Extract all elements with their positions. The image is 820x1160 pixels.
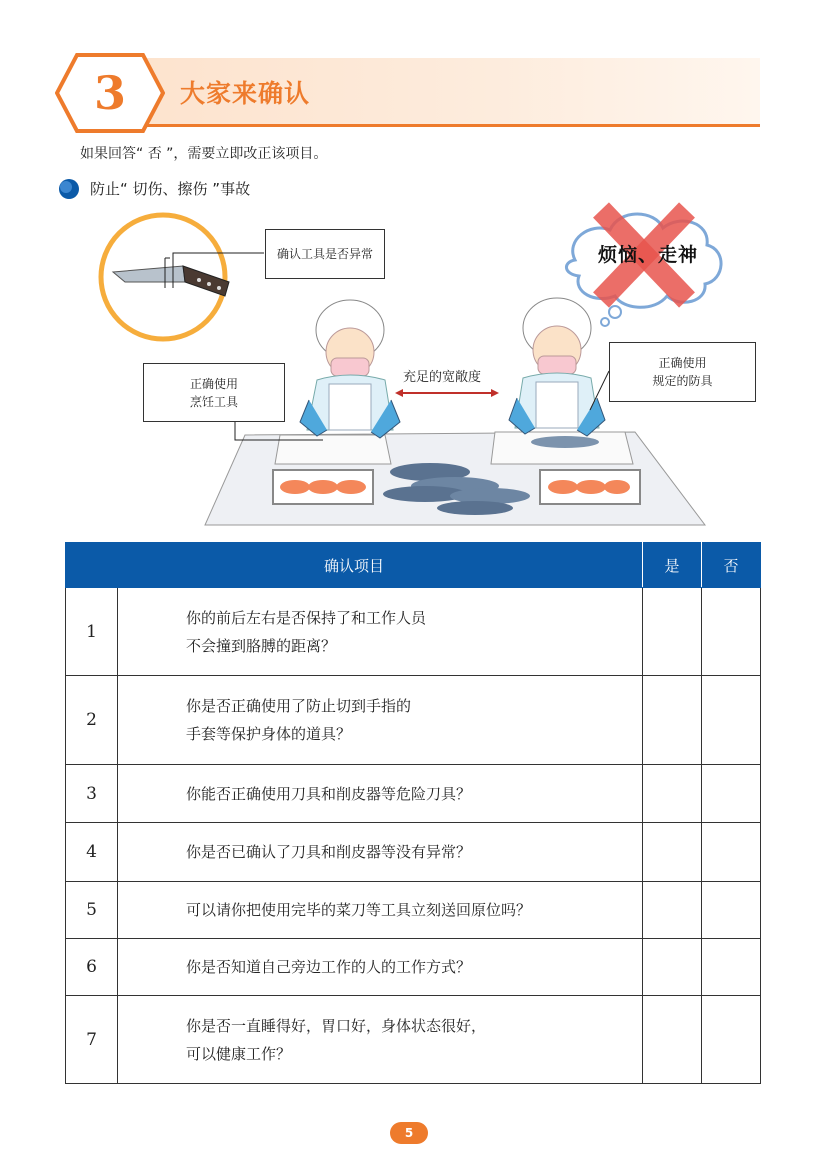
row-question: 你能否正确使用刀具和削皮器等危险刀具？ — [118, 765, 643, 823]
no-checkbox[interactable] — [702, 996, 761, 1084]
no-checkbox[interactable] — [702, 823, 761, 882]
header-item: 确认项目 — [66, 543, 643, 588]
table-header-row — [66, 543, 761, 588]
no-checkbox[interactable] — [702, 765, 761, 823]
row-number: 2 — [66, 676, 118, 765]
table-row — [66, 939, 761, 996]
checklist-table — [65, 542, 761, 1084]
section-bullet-icon — [58, 178, 80, 200]
no-checkbox[interactable] — [702, 939, 761, 996]
yes-checkbox[interactable] — [643, 939, 702, 996]
table-row — [66, 588, 761, 676]
row-question: 你是否一直睡得好，胃口好，身体状态很好， 可以健康工作？ — [118, 996, 643, 1084]
row-question: 可以请你把使用完毕的菜刀等工具立刻送回原位吗？ — [118, 882, 643, 939]
row-question: 你是否正确使用了防止切到手指的 手套等保护身体的道具？ — [118, 676, 643, 765]
callout-tool-check: 确认工具是否异常 — [265, 229, 385, 279]
table-row — [66, 996, 761, 1084]
kitchen-illustration — [95, 200, 765, 530]
section-number: 3 — [93, 66, 126, 120]
row-number: 1 — [66, 588, 118, 676]
label-distracted: 烦恼、走神 — [597, 244, 698, 266]
instruction-text: 如果回答“ 否 ”，需要立即改正该项目。 — [80, 146, 328, 162]
yes-checkbox[interactable] — [643, 882, 702, 939]
label-sufficient-space: 充足的宽敞度 — [403, 370, 482, 385]
table-row — [66, 823, 761, 882]
section-title: 防止“ 切伤、擦伤 ”事故 — [90, 180, 251, 198]
header-underline — [140, 124, 760, 127]
no-checkbox[interactable] — [702, 882, 761, 939]
table-row — [66, 676, 761, 765]
header-yes: 是 — [643, 543, 702, 588]
callout-cooking-tool: 正确使用 烹饪工具 — [143, 363, 285, 422]
page-title: 大家来确认 — [180, 79, 311, 108]
row-number: 3 — [66, 765, 118, 823]
row-number: 7 — [66, 996, 118, 1084]
table-row — [66, 765, 761, 823]
row-number: 5 — [66, 882, 118, 939]
row-number: 6 — [66, 939, 118, 996]
table-row — [66, 882, 761, 939]
row-question: 你的前后左右是否保持了和工作人员 不会撞到胳膊的距离？ — [118, 588, 643, 676]
yes-checkbox[interactable] — [643, 996, 702, 1084]
row-question: 你是否已确认了刀具和削皮器等没有异常？ — [118, 823, 643, 882]
yes-checkbox[interactable] — [643, 676, 702, 765]
yes-checkbox[interactable] — [643, 765, 702, 823]
yes-checkbox[interactable] — [643, 823, 702, 882]
yes-checkbox[interactable] — [643, 588, 702, 676]
no-checkbox[interactable] — [702, 588, 761, 676]
row-question: 你是否知道自己旁边工作的人的工作方式？ — [118, 939, 643, 996]
callout-protective-gear: 正确使用 规定的防具 — [609, 342, 756, 402]
page-number: 5 — [390, 1122, 428, 1144]
row-number: 4 — [66, 823, 118, 882]
header-no: 否 — [702, 543, 761, 588]
no-checkbox[interactable] — [702, 676, 761, 765]
